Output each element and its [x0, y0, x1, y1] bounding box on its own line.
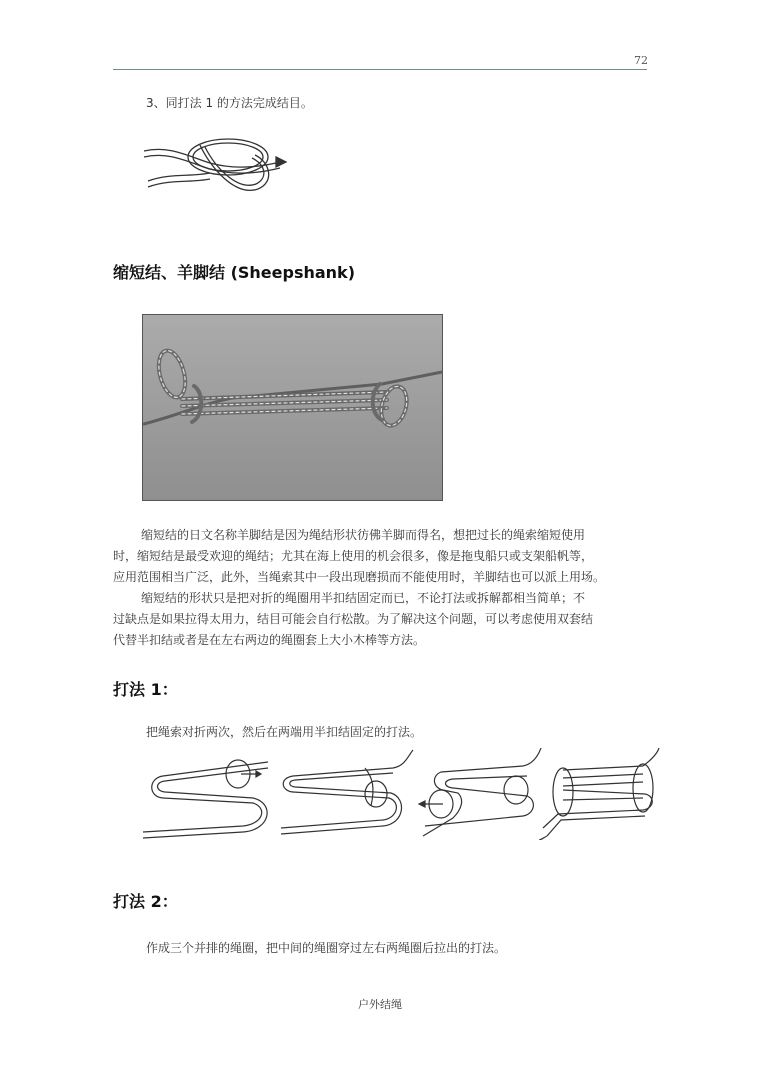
header-divider — [113, 69, 647, 70]
method-1-heading: 打法 1： — [113, 680, 178, 699]
sheepshank-photo — [142, 314, 443, 501]
section-title: 缩短结、羊脚结 (Sheepshank) — [113, 263, 356, 282]
paragraph-line: 应用范围相当广泛，此外，当绳索其中一段出现磨损而不能使用时，羊脚结也可以派上用场。 — [113, 570, 606, 584]
method-1-step-illustrations — [143, 748, 665, 840]
method-1-step-2 — [281, 750, 413, 834]
page-footer: 户外结绳 — [358, 998, 402, 1011]
paragraph-line: 时，缩短结是最受欢迎的绳结；尤其在海上使用的机会很多，像是拖曳船只或支架船帆等， — [113, 549, 594, 563]
paragraph-line: 缩短结的日文名称羊脚结是因为绳结形状彷佛羊脚而得名，想把过长的绳索缩短使用 — [141, 528, 586, 542]
method-1-description: 把绳索对折两次，然后在两端用半扣结固定的打法。 — [146, 725, 423, 739]
method-1-step-3 — [419, 748, 541, 836]
method-1-step-1 — [143, 760, 268, 838]
paragraph-line: 过缺点是如果拉得太用力，结目可能会自行松散。为了解决这个问题，可以考虑使用双套结 — [113, 612, 594, 626]
method-2-heading: 打法 2： — [113, 892, 178, 911]
method-2-description: 作成三个并排的绳圈，把中间的绳圈穿过左右两绳圈后拉出的打法。 — [146, 941, 507, 955]
method-1-step-4 — [539, 748, 659, 840]
step-3-text: 3、同打法 1 的方法完成结目。 — [146, 96, 313, 110]
drawback-paragraph — [113, 588, 647, 651]
page-number: 72 — [634, 54, 648, 67]
step-3-knot-illustration — [140, 127, 300, 209]
paragraph-line: 代替半扣结或者是在左右两边的绳圈套上大小木棒等方法。 — [113, 633, 426, 647]
intro-paragraph — [113, 525, 647, 588]
paragraph-line: 缩短结的形状只是把对折的绳圈用半扣结固定而已，不论打法或拆解都相当简单；不 — [141, 591, 586, 605]
